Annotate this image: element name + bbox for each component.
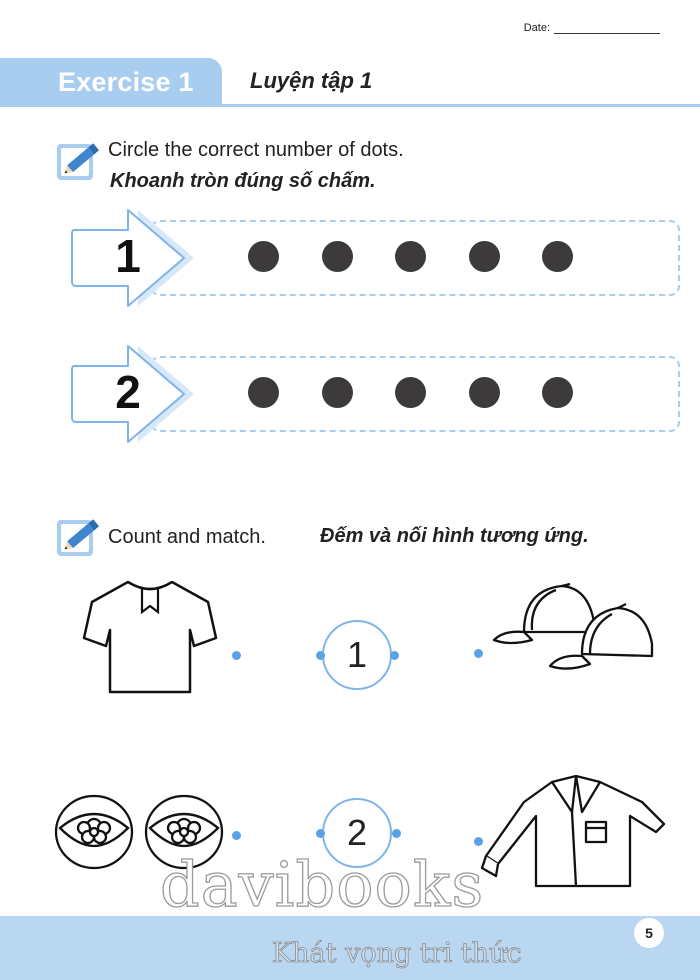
number-label: 2 xyxy=(346,812,368,853)
task2-instruction-en: Count and match. xyxy=(108,526,266,548)
match-dot[interactable] xyxy=(390,651,399,660)
dot[interactable] xyxy=(322,241,353,272)
pencil-icon xyxy=(56,138,102,187)
page-number: 5 xyxy=(634,918,664,948)
dot-row-2 xyxy=(70,342,680,446)
number-label: 1 xyxy=(346,634,368,675)
match-dot[interactable] xyxy=(316,651,325,660)
dot[interactable] xyxy=(248,377,279,408)
exercise-tab-label: Exercise 1 xyxy=(58,66,194,97)
match-dot[interactable] xyxy=(232,651,241,660)
task2-instruction-vi: Đếm và nối hình tương ứng. xyxy=(320,525,589,547)
date-field[interactable] xyxy=(524,22,660,34)
match-dot[interactable] xyxy=(232,831,241,840)
row-number: 2 xyxy=(115,366,141,418)
dot[interactable] xyxy=(395,241,426,272)
date-line[interactable] xyxy=(554,24,660,34)
dot[interactable] xyxy=(248,241,279,272)
exercise-banner xyxy=(0,58,700,108)
page-title: Luyện tập 1 xyxy=(250,68,373,93)
task1-instruction-vi: Khoanh tròn đúng số chấm. xyxy=(110,170,376,192)
exercise-tab xyxy=(0,58,222,106)
dot[interactable] xyxy=(542,377,573,408)
dot[interactable] xyxy=(322,377,353,408)
row-number: 1 xyxy=(115,230,141,282)
brand-watermark: davibooks xyxy=(160,848,485,921)
match-dot[interactable] xyxy=(316,829,325,838)
dot[interactable] xyxy=(395,377,426,408)
match-dot[interactable] xyxy=(392,829,401,838)
match-dot[interactable] xyxy=(474,649,483,658)
task1-instruction-en: Circle the correct number of dots. xyxy=(108,139,404,161)
tagline-watermark: Khát vọng tri thức xyxy=(272,938,522,969)
jacket-image xyxy=(480,772,670,897)
dot-row-1 xyxy=(70,206,680,310)
dot[interactable] xyxy=(469,377,500,408)
pencil-icon xyxy=(56,514,102,563)
date-label: Date: xyxy=(523,22,550,34)
dot[interactable] xyxy=(469,241,500,272)
caps-image xyxy=(490,580,660,709)
t-shirt-image xyxy=(80,576,220,703)
number-circle-1[interactable] xyxy=(322,620,392,690)
dot[interactable] xyxy=(542,241,573,272)
